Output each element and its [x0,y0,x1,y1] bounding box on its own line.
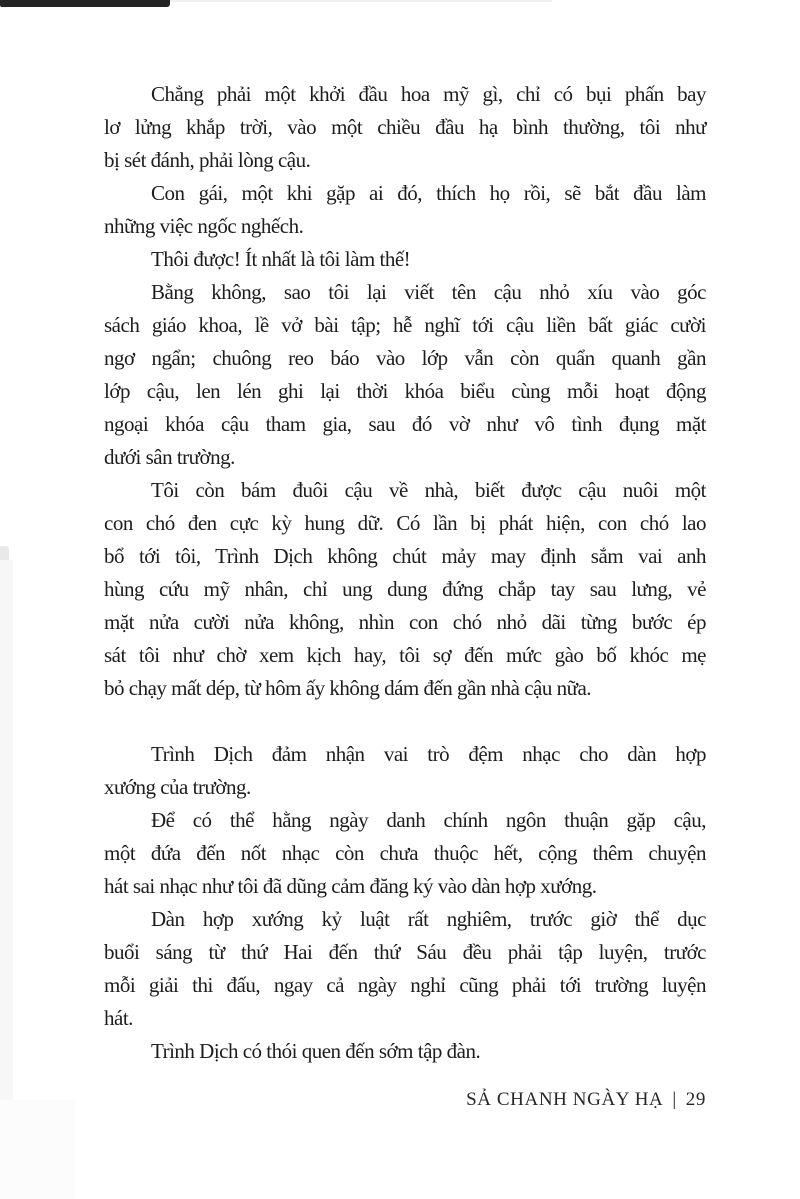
scan-artifact-top-bar [0,0,170,7]
scan-artifact-top-edge [170,0,552,2]
text-line: bị sét đánh, phải lòng cậu. [104,148,311,172]
text-line: lơ lửng khắp trời, vào một chiều đầu hạ bình thường, tôi như [104,115,706,139]
text-line: Tôi còn bám đuôi cậu về nhà, biết được cậu nuôi một [151,478,706,502]
text-line: Chẳng phải một khởi đầu hoa mỹ gì, chỉ có bụi phấn bay [151,82,706,106]
text-line: Trình Dịch có thói quen đến sớm tập đàn. [151,1039,481,1063]
text-line: Con gái, một khi gặp ai đó, thích họ rồi, sẽ bắt đầu làm [151,181,706,205]
text-line: ngoại khóa cậu tham gia, sau đó vờ như vô tình đụng mặt [104,412,706,436]
text-line: những việc ngốc nghếch. [104,214,304,238]
text-line: Dàn hợp xướng kỷ luật rất nghiêm, trước giờ thể dục [151,907,706,931]
text-line: mặt nửa cười nửa không, nhìn con chó nhỏ dãi từng bước ép [104,610,706,634]
footer-page-number: 29 [685,1089,706,1110]
text-line: sách giáo khoa, lề vở bài tập; hễ nghĩ tới cậu liền bất giác cười [104,313,706,337]
footer-separator: | [672,1089,677,1110]
text-line: mỗi giải thi đấu, ngay cả ngày nghỉ cũng phải tới trường luyện [104,973,706,997]
text-line: con chó đen cực kỳ hung dữ. Có lần bị phát hiện, con chó lao [104,511,706,535]
text-line: hùng cứu mỹ nhân, chỉ ung dung đứng chắp tay sau lưng, vẻ [104,577,706,601]
text-line: lớp cậu, len lén ghi lại thời khóa biểu cùng mỗi hoạt động [104,379,706,403]
text-line: Trình Dịch đảm nhận vai trò đệm nhạc cho dàn hợp [151,742,706,766]
text-line: hát sai nhạc như tôi đã dũng cảm đăng ký vào dàn hợp xướng. [104,874,597,898]
paragraph-break [104,705,706,738]
text-line: buổi sáng từ thứ Hai đến thứ Sáu đều phải tập luyện, trước [104,940,706,964]
text-line: Bằng không, sao tôi lại viết tên cậu nhỏ xíu vào góc [151,280,706,304]
text-line: một đứa đến nốt nhạc còn chưa thuộc hết, cộng thêm chuyện [104,841,706,865]
scan-artifact-bottom-shade [0,1100,75,1199]
text-line: xướng của trường. [104,775,251,799]
text-block [104,78,706,1068]
text-line: dưới sân trường. [104,445,235,469]
page-footer [104,1088,706,1112]
footer-book-title: SẢ CHANH NGÀY HẠ [466,1089,664,1110]
text-line: Thôi được! Ít nhất là tôi làm thế! [151,247,411,271]
text-line: bỏ chạy mất dép, từ hôm ấy không dám đến gần nhà cậu nữa. [104,676,592,700]
text-line: sát tôi như chờ xem kịch hay, tôi sợ đến mức gào bố khóc mẹ [104,643,706,667]
text-line: ngơ ngẩn; chuông reo báo vào lớp vẫn còn quẩn quanh gần [104,346,706,370]
text-line: hát. [104,1006,133,1030]
text-line: bổ tới tôi, Trình Dịch không chút mảy may định sắm vai anh [104,544,706,568]
text-line: Để có thể hằng ngày danh chính ngôn thuận gặp cậu, [151,808,706,832]
